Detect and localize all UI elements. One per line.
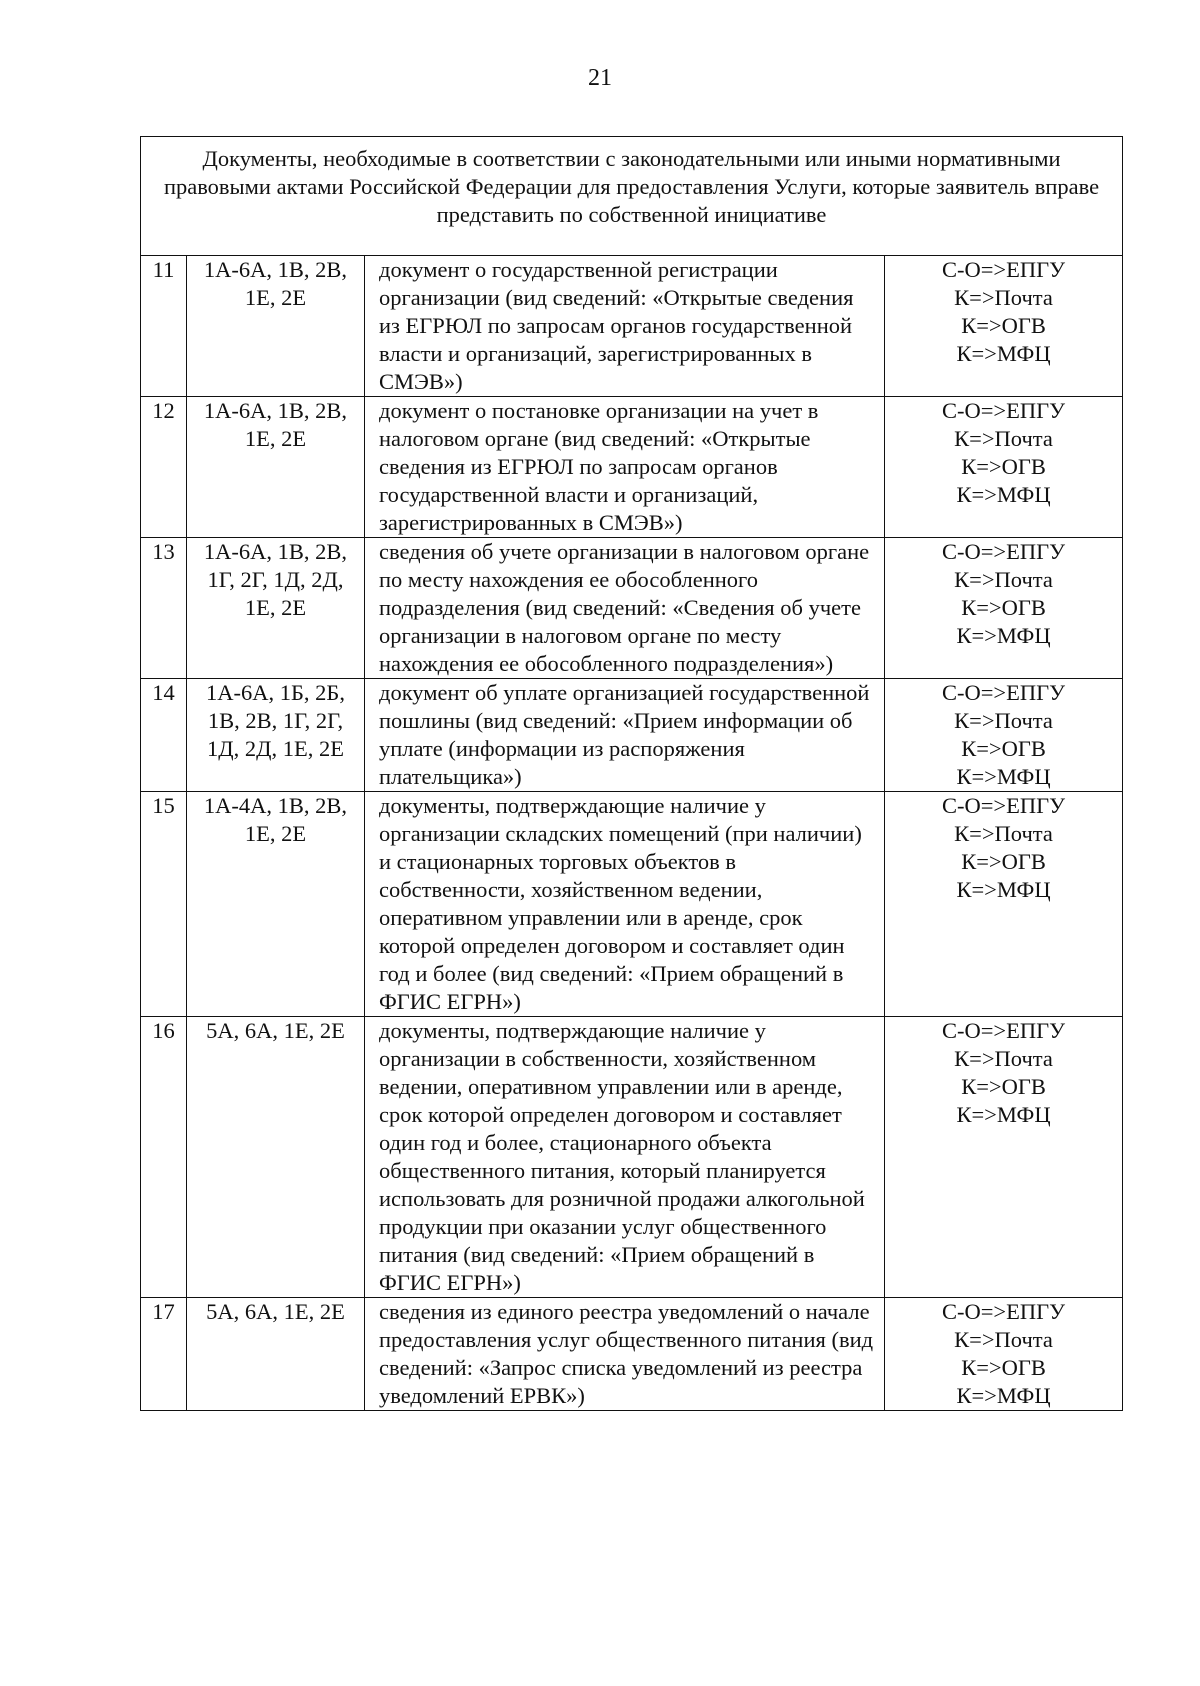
row-number: 12 (141, 397, 187, 538)
channel-item: К=>ОГВ (961, 849, 1046, 874)
page-number: 21 (588, 65, 612, 91)
row-channels (885, 256, 1123, 397)
table-row (141, 538, 1123, 679)
row-channels (885, 538, 1123, 679)
row-number: 11 (141, 256, 187, 397)
row-channels (885, 1017, 1123, 1298)
channel-item: К=>МФЦ (956, 877, 1051, 902)
channel-item: К=>ОГВ (961, 1355, 1046, 1380)
row-codes: 1А-4А, 1В, 2В, 1Е, 2Е (187, 792, 365, 1017)
channel-item: К=>Почта (954, 821, 1053, 846)
row-number: 16 (141, 1017, 187, 1298)
row-number: 14 (141, 679, 187, 792)
channel-item: С-О=>ЕПГУ (941, 793, 1066, 818)
channel-item: К=>Почта (954, 567, 1053, 592)
row-description: документы, подтверждающие наличие у организации в собственности, хозяйственном ведении, оперативном управлении или в аренде, срок которой определен договором и составляет один год и более, стационарного объекта общественного питания, который планируется использовать для розничной продажи алкогольной продукции при оказании услуг общественного питания (вид сведений: «Прием обращений в ФГИС ЕГРН») (365, 1017, 885, 1298)
channel-item: К=>ОГВ (961, 313, 1046, 338)
row-codes: 1А-6А, 1В, 2В, 1Е, 2Е (187, 397, 365, 538)
documents-table (140, 136, 1123, 1411)
channel-item: К=>МФЦ (956, 341, 1051, 366)
row-channels (885, 397, 1123, 538)
channel-item: К=>МФЦ (956, 482, 1051, 507)
row-codes: 1А-6А, 1В, 2В, 1Г, 2Г, 1Д, 2Д, 1Е, 2Е (187, 538, 365, 679)
table-row (141, 256, 1123, 397)
row-number: 15 (141, 792, 187, 1017)
row-codes: 5А, 6А, 1Е, 2Е (187, 1298, 365, 1411)
channel-item: К=>МФЦ (956, 1383, 1051, 1408)
table-row (141, 1298, 1123, 1411)
channel-item: К=>ОГВ (961, 595, 1046, 620)
channel-item: К=>Почта (954, 426, 1053, 451)
row-channels (885, 792, 1123, 1017)
table-header: Документы, необходимые в соответствии с законодательными или иными нормативными правовыми актами Российской Федерации для предоставления Услуги, которые заявитель вправе представить по собственной инициативе (141, 137, 1123, 256)
row-number: 13 (141, 538, 187, 679)
channel-item: К=>Почта (954, 1046, 1053, 1071)
channel-item: С-О=>ЕПГУ (941, 398, 1066, 423)
channel-item: С-О=>ЕПГУ (941, 257, 1066, 282)
row-codes: 1А-6А, 1В, 2В, 1Е, 2Е (187, 256, 365, 397)
channel-item: К=>ОГВ (961, 1074, 1046, 1099)
channel-item: К=>ОГВ (961, 736, 1046, 761)
channel-item: К=>Почта (954, 285, 1053, 310)
table-row (141, 792, 1123, 1017)
channel-item: К=>ОГВ (961, 454, 1046, 479)
channel-item: К=>Почта (954, 708, 1053, 733)
row-description: сведения об учете организации в налоговом органе по месту нахождения ее обособленного подразделения (вид сведений: «Сведения об учете организации в налоговом органе по месту нахождения ее обособленного подразделения») (365, 538, 885, 679)
table-row (141, 1017, 1123, 1298)
channel-item: К=>МФЦ (956, 764, 1051, 789)
row-description: документ об уплате организацией государственной пошлины (вид сведений: «Прием информации об уплате (информации из распоряжения плательщика») (365, 679, 885, 792)
row-channels (885, 679, 1123, 792)
table-row (141, 397, 1123, 538)
table-row (141, 679, 1123, 792)
row-codes: 1А-6А, 1Б, 2Б, 1В, 2В, 1Г, 2Г, 1Д, 2Д, 1Е, 2Е (187, 679, 365, 792)
channel-item: К=>Почта (954, 1327, 1053, 1352)
channel-item: С-О=>ЕПГУ (941, 1299, 1066, 1324)
row-description: документ о постановке организации на учет в налоговом органе (вид сведений: «Открытые сведения из ЕГРЮЛ по запросам органов государственной власти и организаций, зарегистрированных в СМЭВ») (365, 397, 885, 538)
row-codes: 5А, 6А, 1Е, 2Е (187, 1017, 365, 1298)
row-description: сведения из единого реестра уведомлений о начале предоставления услуг общественного питания (вид сведений: «Запрос списка уведомлений из реестра уведомлений ЕРВК») (365, 1298, 885, 1411)
channel-item: С-О=>ЕПГУ (941, 1018, 1066, 1043)
row-channels (885, 1298, 1123, 1411)
row-description: документ о государственной регистрации организации (вид сведений: «Открытые сведения из ЕГРЮЛ по запросам органов государственной власти и организаций, зарегистрированных в СМЭВ») (365, 256, 885, 397)
channel-item: С-О=>ЕПГУ (941, 539, 1066, 564)
row-description: документы, подтверждающие наличие у организации складских помещений (при наличии) и стационарных торговых объектов в собственности, хозяйственном ведении, оперативном управлении или в аренде, срок которой определен договором и составляет один год и более (вид сведений: «Прием обращений в ФГИС ЕГРН») (365, 792, 885, 1017)
channel-item: С-О=>ЕПГУ (941, 680, 1066, 705)
row-number: 17 (141, 1298, 187, 1411)
channel-item: К=>МФЦ (956, 1102, 1051, 1127)
table-header-row (141, 137, 1123, 256)
channel-item: К=>МФЦ (956, 623, 1051, 648)
